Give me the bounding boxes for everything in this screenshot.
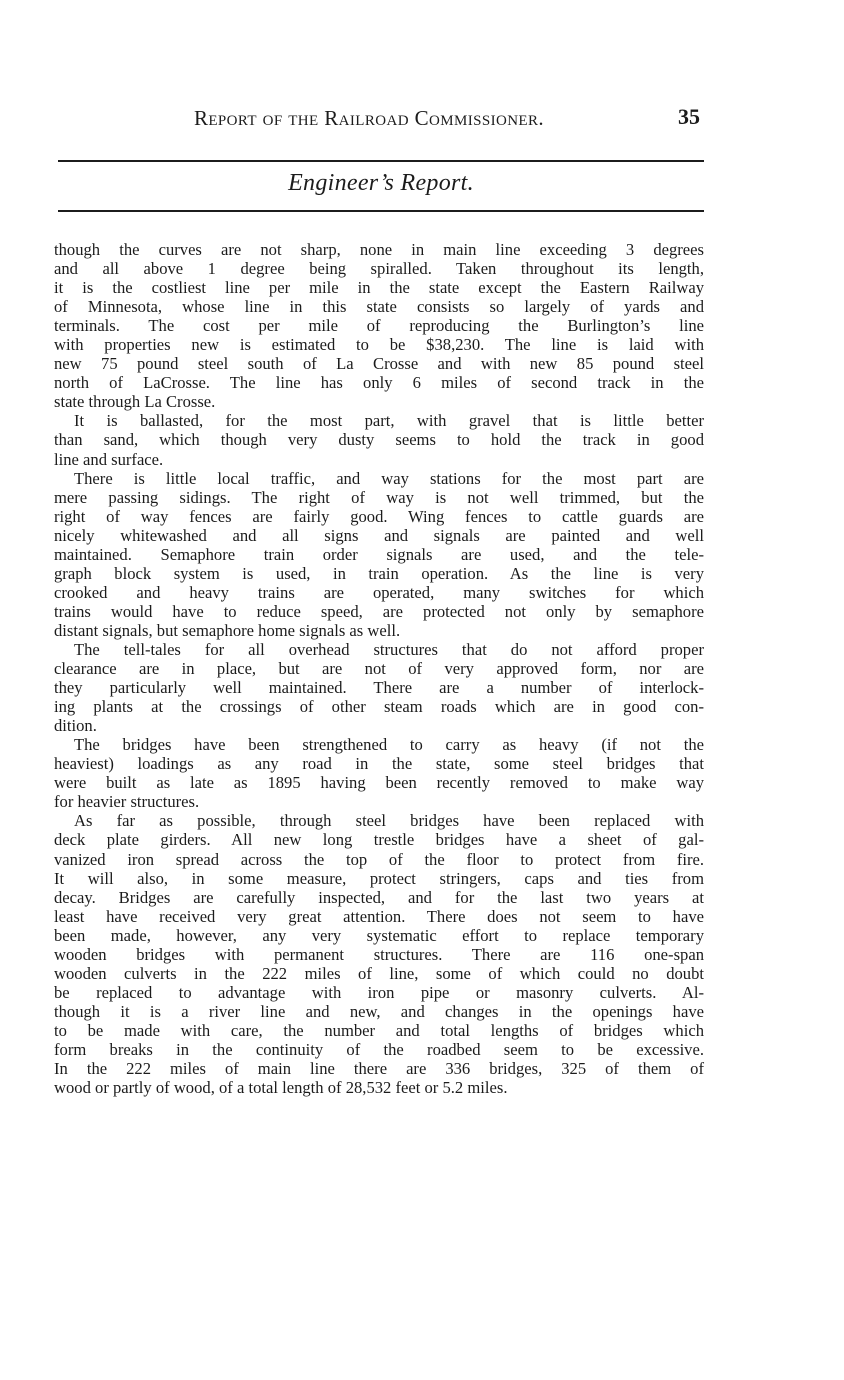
text-line: vanized iron spread across the top of the floor to protect from fire. <box>54 849 704 869</box>
text-line: There is little local traffic, and way stations for the most part are <box>74 468 704 488</box>
text-line: mere passing sidings. The right of way is not well trimmed, but the <box>54 487 704 507</box>
text-line: The tell-tales for all overhead structures that do not afford proper <box>74 639 704 659</box>
report-body <box>54 240 704 1097</box>
paragraph <box>54 640 704 735</box>
running-title: Report of the Railroad Commissioner. <box>193 106 545 130</box>
text-line: though the curves are not sharp, none in main line exceeding 3 degrees <box>54 240 704 259</box>
text-line: clearance are in place, but are not of very approved form, nor are <box>54 659 704 679</box>
paragraph <box>54 735 704 811</box>
text-line: distant signals, but semaphore home signals as well. <box>54 620 401 640</box>
text-line: be replaced to advantage with iron pipe or masonry culverts. Al- <box>54 982 704 1002</box>
text-line: and all above 1 degree being spiralled. Taken throughout its length, <box>54 259 704 279</box>
text-line: form breaks in the continuity of the roadbed seem to be excessive. <box>54 1039 704 1059</box>
text-line: been made, however, any very systematic effort to replace temporary <box>54 925 704 945</box>
text-line: In the 222 miles of main line there are 336 bridges, 325 of them of <box>54 1059 704 1079</box>
text-line: wooden culverts in the 222 miles of line, some of which could no doubt <box>54 963 704 983</box>
text-line: terminals. The cost per mile of reproducing the Burlington’s line <box>54 316 704 336</box>
text-line: it is the costliest line per mile in the state except the Eastern Railway <box>54 278 704 298</box>
text-line: trains would have to reduce speed, are protected not only by semaphore <box>54 601 704 621</box>
running-header <box>58 106 708 136</box>
text-line: maintained. Semaphore train order signals are used, and the tele- <box>54 544 704 564</box>
text-line: to be made with care, the number and total lengths of bridges which <box>54 1020 704 1040</box>
text-line: least have received very great attention. There does not seem to have <box>54 906 704 926</box>
section-title: Engineer’s Report. <box>288 170 474 196</box>
text-line: state through La Crosse. <box>54 392 216 412</box>
text-line: graph block system is used, in train operation. As the line is very <box>54 563 704 583</box>
text-line: As far as possible, through steel bridges have been replaced with <box>74 811 704 831</box>
text-line: than sand, which though very dusty seems to hold the track in good <box>54 430 704 450</box>
paragraph <box>54 811 704 1097</box>
paragraph <box>54 469 704 640</box>
text-line: right of way fences are fairly good. Wing fences to cattle guards are <box>54 506 704 526</box>
text-line: deck plate girders. All new long trestle bridges have a sheet of gal- <box>54 830 704 850</box>
text-line: It will also, in some measure, protect stringers, caps and ties from <box>54 868 704 888</box>
text-line: were built as late as 1895 having been recently removed to make way <box>54 773 704 793</box>
paragraph <box>54 411 704 468</box>
header-rule-bottom <box>58 210 704 212</box>
text-line: north of LaCrosse. The line has only 6 miles of second track in the <box>54 373 704 393</box>
text-line: It is ballasted, for the most part, with gravel that is little better <box>74 411 704 431</box>
paragraph <box>54 240 704 411</box>
text-line: ing plants at the crossings of other steam roads which are in good con- <box>54 697 704 717</box>
header-rule-top <box>58 160 704 162</box>
text-line: of Minnesota, whose line in this state consists so largely of yards and <box>54 297 704 317</box>
text-line: they particularly well maintained. There are a number of interlock- <box>54 678 704 698</box>
text-line: decay. Bridges are carefully inspected, and for the last two years at <box>54 887 704 907</box>
text-line: heaviest) loadings as any road in the state, some steel bridges that <box>54 754 704 774</box>
text-line: wooden bridges with permanent structures. There are 116 one-span <box>54 944 704 964</box>
text-line: crooked and heavy trains are operated, many switches for which <box>54 582 704 602</box>
text-line: line and surface. <box>54 449 164 469</box>
text-line: The bridges have been strengthened to carry as heavy (if not the <box>74 735 704 755</box>
text-line: dition. <box>54 716 97 736</box>
text-line: wood or partly of wood, of a total length of 28,532 feet or 5.2 miles. <box>54 1078 508 1098</box>
page-number: 35 <box>678 104 700 129</box>
text-line: with properties new is estimated to be $38,230. The line is laid with <box>54 335 704 355</box>
text-line: for heavier structures. <box>54 792 200 812</box>
text-line: nicely whitewashed and all signs and signals are painted and well <box>54 525 704 545</box>
text-line: though it is a river line and new, and changes in the openings have <box>54 1001 704 1021</box>
text-line: new 75 pound steel south of La Crosse and with new 85 pound steel <box>54 354 704 374</box>
